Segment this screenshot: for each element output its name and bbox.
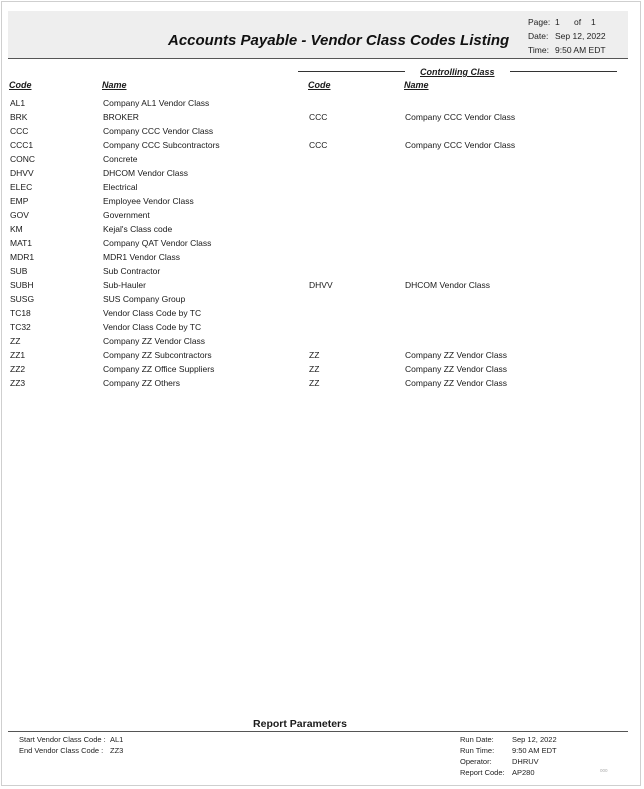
- row-controlling-name: Company ZZ Vendor Class: [405, 350, 508, 360]
- row-controlling-name: Company CCC Vendor Class: [405, 112, 516, 122]
- row-code: BRK: [10, 112, 28, 122]
- operator-label: Operator:: [460, 757, 492, 766]
- end-code-label: End Vendor Class Code :: [19, 746, 104, 755]
- report-parameters-title: Report Parameters: [253, 718, 347, 730]
- row-controlling-code: ZZ: [309, 378, 320, 388]
- page-label: Page:: [528, 17, 551, 27]
- row-name: Sub-Hauler: [103, 280, 146, 290]
- run-date-label: Run Date:: [460, 735, 494, 744]
- run-time-value: 9:50 AM EDT: [512, 746, 557, 755]
- column-header-name: Name: [102, 80, 127, 90]
- row-name: Company CCC Subcontractors: [103, 140, 220, 150]
- page-number: 1: [555, 17, 560, 27]
- row-name: Kejal's Class code: [103, 224, 173, 234]
- date-label: Date:: [528, 31, 549, 41]
- start-code-value: AL1: [110, 735, 124, 744]
- row-code: ZZ2: [10, 364, 26, 374]
- row-name: Vendor Class Code by TC: [103, 322, 202, 332]
- row-code: GOV: [10, 210, 29, 220]
- table-row: [2, 182, 642, 196]
- row-code: MAT1: [10, 238, 33, 248]
- table-row: [2, 350, 642, 364]
- row-name: Company ZZ Others: [103, 378, 180, 388]
- end-code-value: ZZ3: [110, 746, 124, 755]
- table-row: [2, 196, 642, 210]
- row-controlling-name: DHCOM Vendor Class: [405, 280, 491, 290]
- table-row: [2, 308, 642, 322]
- report-title: Accounts Payable - Vendor Class Codes Listing: [168, 32, 510, 49]
- table-row: [2, 140, 642, 154]
- row-name: Company ZZ Vendor Class: [103, 336, 206, 346]
- row-name: Company AL1 Vendor Class: [103, 98, 210, 108]
- row-code: ELEC: [10, 182, 33, 192]
- row-code: ZZ1: [10, 350, 26, 360]
- report-page: [1, 1, 641, 786]
- row-code: TC18: [10, 308, 31, 318]
- row-code: CCC: [10, 126, 29, 136]
- row-name: Company CCC Vendor Class: [103, 126, 214, 136]
- controlling-class-rule-left: [298, 71, 405, 72]
- row-name: Concrete: [103, 154, 138, 164]
- row-controlling-name: Company CCC Vendor Class: [405, 140, 516, 150]
- run-date-value: Sep 12, 2022: [512, 735, 557, 744]
- row-name: Vendor Class Code by TC: [103, 308, 202, 318]
- table-row: [2, 336, 642, 350]
- table-row: [2, 154, 642, 168]
- row-controlling-code: ZZ: [309, 350, 320, 360]
- row-code: SUSG: [10, 294, 35, 304]
- column-header-controlling-name: Name: [404, 80, 429, 90]
- row-code: SUB: [10, 266, 28, 276]
- row-controlling-code: CCC: [309, 140, 328, 150]
- time-value: 9:50 AM EDT: [555, 45, 606, 55]
- table-row: [2, 126, 642, 140]
- row-name: BROKER: [103, 112, 139, 122]
- page-of: of: [574, 17, 582, 27]
- column-header-controlling-code: Code: [308, 80, 331, 90]
- table-row: [2, 210, 642, 224]
- row-name: Electrical: [103, 182, 138, 192]
- table-row: [2, 98, 642, 112]
- footer-rule: [8, 731, 628, 732]
- controlling-class-heading: Controlling Class: [420, 67, 495, 77]
- row-code: SUBH: [10, 280, 34, 290]
- page-watermark: 000: [600, 768, 608, 773]
- row-controlling-name: Company ZZ Vendor Class: [405, 364, 508, 374]
- vendor-class-table: [2, 98, 642, 392]
- row-code: MDR1: [10, 252, 35, 262]
- row-name: Employee Vendor Class: [103, 196, 194, 206]
- row-name: Company QAT Vendor Class: [103, 238, 212, 248]
- row-name: Company ZZ Subcontractors: [103, 350, 212, 360]
- row-code: TC32: [10, 322, 31, 332]
- table-row: [2, 238, 642, 252]
- table-row: [2, 252, 642, 266]
- date-value: Sep 12, 2022: [555, 31, 606, 41]
- table-row: [2, 364, 642, 378]
- start-code-label: Start Vendor Class Code :: [19, 735, 106, 744]
- table-row: [2, 378, 642, 392]
- row-code: KM: [10, 224, 23, 234]
- row-name: Company ZZ Office Suppliers: [103, 364, 215, 374]
- row-code: CONC: [10, 154, 36, 164]
- row-code: AL1: [10, 98, 26, 108]
- row-code: CCC1: [10, 140, 34, 150]
- table-row: [2, 266, 642, 280]
- table-row: [2, 168, 642, 182]
- table-row: [2, 112, 642, 126]
- row-name: DHCOM Vendor Class: [103, 168, 189, 178]
- row-code: EMP: [10, 196, 29, 206]
- page-total: 1: [591, 17, 596, 27]
- row-code: ZZ3: [10, 378, 26, 388]
- row-name: SUS Company Group: [103, 294, 186, 304]
- report-code-label: Report Code:: [460, 768, 505, 777]
- row-name: MDR1 Vendor Class: [103, 252, 181, 262]
- row-controlling-name: Company ZZ Vendor Class: [405, 378, 508, 388]
- table-row: [2, 280, 642, 294]
- table-row: [2, 322, 642, 336]
- run-time-label: Run Time:: [460, 746, 495, 755]
- row-name: Sub Contractor: [103, 266, 161, 276]
- report-header: [8, 11, 628, 59]
- operator-value: DHRUV: [512, 757, 539, 766]
- row-controlling-code: ZZ: [309, 364, 320, 374]
- row-controlling-code: DHVV: [309, 280, 333, 290]
- row-code: ZZ: [10, 336, 21, 346]
- table-row: [2, 294, 642, 308]
- row-name: Government: [103, 210, 150, 220]
- report-code-value: AP280: [512, 768, 535, 777]
- column-header-code: Code: [9, 80, 32, 90]
- table-row: [2, 224, 642, 238]
- row-code: DHVV: [10, 168, 34, 178]
- time-label: Time:: [528, 45, 549, 55]
- row-controlling-code: CCC: [309, 112, 328, 122]
- controlling-class-rule-right: [510, 71, 617, 72]
